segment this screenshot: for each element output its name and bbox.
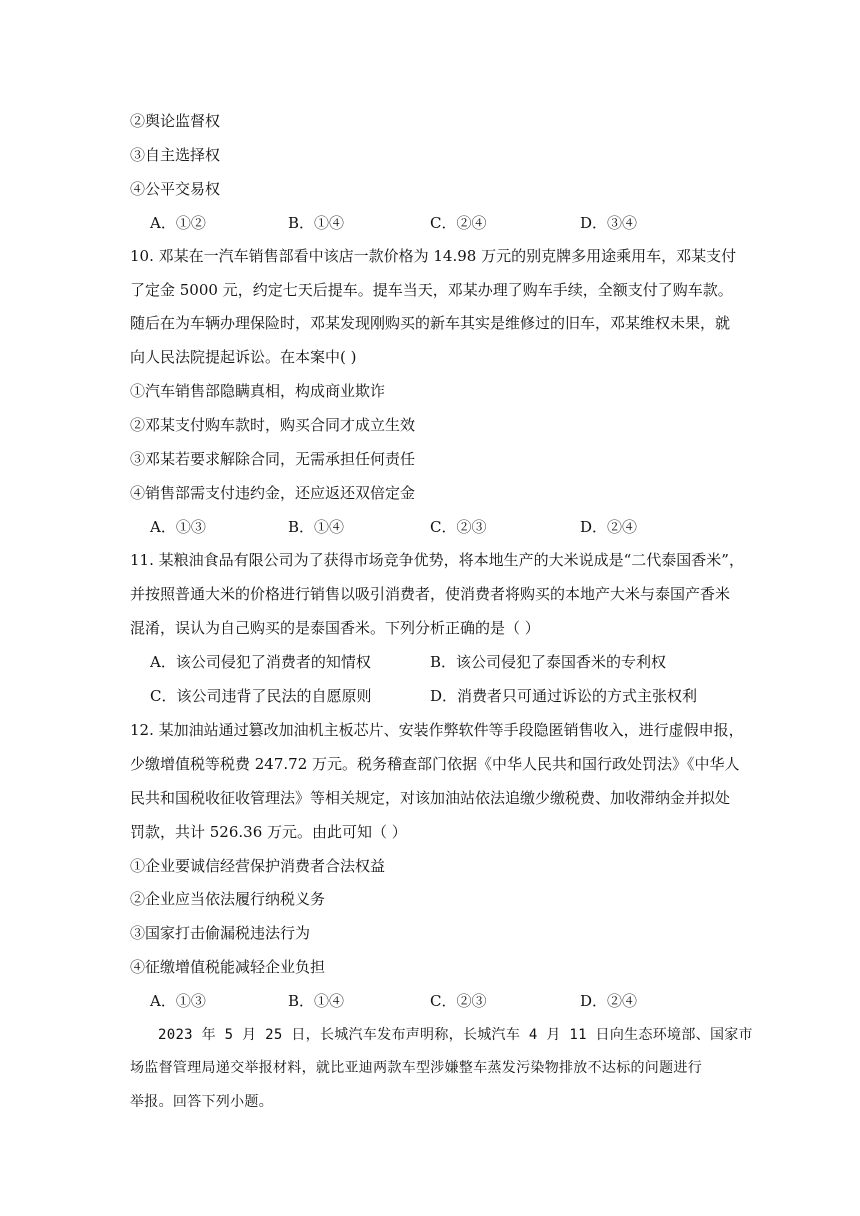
question-stem: 向人民法院提起诉讼。在本案中( ) xyxy=(130,348,357,366)
choice-b: B．该公司侵犯了泰国香米的专利权 xyxy=(430,653,667,671)
option-item: ③邓某若要求解除合同，无需承担任何责任 xyxy=(130,450,416,468)
question-stem: 罚款，共计 526.36 万元。由此可知（ ） xyxy=(130,823,407,841)
option-item: ②企业应当依法履行纳税义务 xyxy=(130,890,326,908)
option-item: ④销售部需支付违约金，还应返还双倍定金 xyxy=(130,484,416,502)
choice-a: A．①② xyxy=(150,214,206,232)
choice-c: C．②③ xyxy=(430,518,487,536)
question-stem: 了定金 5000 元，约定七天后提车。提车当天，邓某办理了购车手续，全额支付了购车款。 xyxy=(130,281,733,299)
choice-c: C．②④ xyxy=(430,214,487,232)
passage-line: 2023 年 5 月 25 日，长城汽车发布声明称，长城汽车 4 月 11 日向生态环境部、国家市 xyxy=(158,1027,753,1043)
option-item: ②邓某支付购车款时，购买合同才成立生效 xyxy=(130,416,416,434)
choice-d: D．③④ xyxy=(580,214,638,232)
choice-b: B．①④ xyxy=(288,518,345,536)
option-item: ①企业要诚信经营保护消费者合法权益 xyxy=(130,857,386,875)
question-stem: 混淆，误认为自己购买的是泰国香米。下列分析正确的是（ ） xyxy=(130,619,540,637)
option-item: ①汽车销售部隐瞒真相，构成商业欺诈 xyxy=(130,382,386,400)
question-stem: 民共和国税收征收管理法》等相关规定，对该加油站依法追缴少缴税费、加收滞纳金并拟处 xyxy=(130,789,731,807)
choice-d: D．消费者只可通过诉讼的方式主张权利 xyxy=(430,687,698,705)
option-item: ③自主选择权 xyxy=(130,146,221,164)
choice-c: C．该公司违背了民法的自愿原则 xyxy=(150,687,372,705)
option-item: ④公平交易权 xyxy=(130,180,221,198)
choice-b: B．①④ xyxy=(288,214,345,232)
question-stem: 随后在为车辆办理保险时，邓某发现刚购买的新车其实是维修过的旧车，邓某维权未果，就 xyxy=(130,314,731,332)
question-stem: 12. 某加油站通过篡改加油机主板芯片、安装作弊软件等手段隐匿销售收入，进行虚假申报， xyxy=(130,721,744,739)
passage-line: 场监督管理局递交举报材料，就比亚迪两款车型涉嫌整车蒸发污染物排放不达标的问题进行 xyxy=(130,1060,702,1076)
choice-a: A．①③ xyxy=(150,518,206,536)
question-stem: 10. 邓某在一汽车销售部看中该店一款价格为 14.98 万元的别克牌多用途乘用车，邓某支付 xyxy=(130,247,737,265)
option-item: ③国家打击偷漏税违法行为 xyxy=(130,924,311,942)
question-stem: 11. 某粮油食品有限公司为了获得市场竞争优势，将本地生产的大米说成是“二代泰国香米”， xyxy=(130,551,744,569)
option-item: ④征缴增值税能减轻企业负担 xyxy=(130,958,326,976)
choice-a: A．该公司侵犯了消费者的知情权 xyxy=(150,653,371,671)
question-stem: 少缴增值税等税费 247.72 万元。税务稽查部门依据《中华人民共和国行政处罚法》《中华人 xyxy=(130,755,740,773)
choice-d: D．②④ xyxy=(580,992,638,1010)
option-item: ②舆论监督权 xyxy=(130,112,221,130)
choice-a: A．①③ xyxy=(150,992,206,1010)
question-stem: 并按照普通大米的价格进行销售以吸引消费者，使消费者将购买的本地产大米与泰国产香米 xyxy=(130,585,731,603)
choice-c: C．②③ xyxy=(430,992,487,1010)
choice-b: B．①④ xyxy=(288,992,345,1010)
choice-d: D．②④ xyxy=(580,518,638,536)
passage-line: 举报。回答下列小题。 xyxy=(130,1094,273,1110)
